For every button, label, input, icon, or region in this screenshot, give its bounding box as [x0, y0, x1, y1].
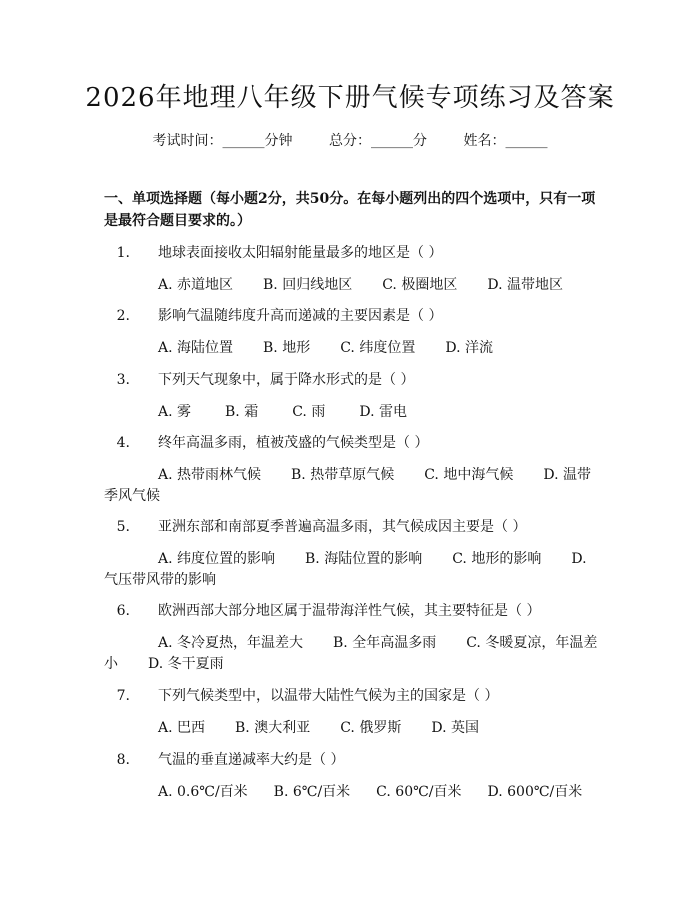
- question-number: 3.: [116, 372, 130, 388]
- question-number: 8.: [116, 752, 130, 768]
- option-text: 600℃/百米: [507, 784, 583, 800]
- question-5: [104, 517, 600, 591]
- option-letter: B.: [263, 340, 278, 356]
- question-number: 2.: [116, 308, 130, 324]
- option-text: 地中海气候: [443, 467, 514, 483]
- options: [104, 275, 600, 296]
- option-text: 洋流: [464, 340, 493, 356]
- question-1: [104, 243, 600, 296]
- option-a[interactable]: [158, 784, 248, 800]
- option-c[interactable]: [340, 340, 415, 356]
- option-text: 纬度位置的影响: [177, 551, 276, 567]
- option-b[interactable]: [263, 277, 352, 293]
- total-score-blank: ______: [371, 133, 413, 149]
- option-c[interactable]: [292, 404, 325, 420]
- option-b[interactable]: [274, 784, 351, 800]
- option-c[interactable]: [340, 720, 401, 736]
- total-score-field: [329, 133, 427, 149]
- option-letter: C.: [340, 340, 355, 356]
- option-c[interactable]: [452, 551, 541, 567]
- option-text: 极圈地区: [401, 277, 458, 293]
- exam-time-label: 考试时间：: [152, 133, 223, 149]
- option-letter: A.: [158, 277, 173, 293]
- exam-info-line: [0, 131, 700, 151]
- option-d[interactable]: [445, 340, 493, 356]
- option-letter: A.: [158, 404, 173, 420]
- option-letter: B.: [263, 277, 278, 293]
- option-text: 0.6℃/百米: [177, 784, 248, 800]
- option-c[interactable]: [424, 467, 513, 483]
- option-text: 霜: [244, 404, 259, 420]
- option-text: 雷电: [378, 404, 407, 420]
- option-letter: C.: [340, 720, 355, 736]
- option-text: 纬度位置: [359, 340, 416, 356]
- option-b[interactable]: [263, 340, 310, 356]
- question-8: [104, 750, 600, 803]
- option-a[interactable]: [158, 340, 233, 356]
- question-text: 欧洲西部大部分地区属于温带海洋性气候，其主要特征是（ ）: [158, 603, 541, 619]
- question-number: 5.: [116, 519, 130, 535]
- question-number: 1.: [116, 245, 130, 261]
- option-text: 地形: [282, 340, 311, 356]
- name-field: [463, 133, 547, 149]
- option-text: 热带雨林气候: [177, 467, 262, 483]
- option-letter: A.: [158, 784, 173, 800]
- question-text: 终年高温多雨，植被茂盛的气候类型是（ ）: [158, 435, 429, 451]
- option-d[interactable]: [431, 720, 479, 736]
- option-letter: C.: [466, 635, 481, 651]
- option-text: 冬冷夏热，年温差大: [177, 635, 304, 651]
- option-a[interactable]: [158, 467, 261, 483]
- option-text: 温带季风气候: [104, 467, 591, 504]
- name-blank: ______: [505, 133, 548, 149]
- option-text: 全年高温多雨: [352, 635, 437, 651]
- options: [104, 718, 600, 739]
- exam-time-blank: ______: [222, 133, 265, 149]
- name-label: 姓名：: [463, 133, 506, 149]
- option-letter: C.: [382, 277, 397, 293]
- question-text: 气温的垂直递减率大约是（ ）: [158, 752, 345, 768]
- option-letter: A.: [158, 551, 173, 567]
- option-letter: C.: [452, 551, 467, 567]
- question-text: 下列气候类型中，以温带大陆性气候为主的国家是（ ）: [158, 688, 499, 704]
- option-letter: D.: [571, 551, 587, 567]
- question-7: [104, 686, 600, 739]
- option-letter: A.: [158, 340, 173, 356]
- option-letter: D.: [148, 656, 164, 672]
- option-c[interactable]: [376, 784, 461, 800]
- question-stem: [104, 433, 600, 453]
- options: [104, 465, 600, 507]
- option-text: 澳大利亚: [254, 720, 311, 736]
- option-text: 冬干夏雨: [167, 656, 224, 672]
- option-letter: C.: [424, 467, 439, 483]
- option-text: 6℃/百米: [292, 784, 351, 800]
- options: [104, 549, 600, 591]
- total-score-unit: 分: [413, 133, 427, 149]
- question-2: [104, 306, 600, 359]
- total-score-label: 总分：: [329, 133, 371, 149]
- option-text: 温带地区: [506, 277, 563, 293]
- option-a[interactable]: [158, 635, 303, 651]
- exam-time-unit: 分钟: [264, 133, 293, 149]
- option-letter: D.: [543, 467, 559, 483]
- options: [104, 633, 600, 675]
- option-c[interactable]: [382, 277, 457, 293]
- option-text: 回归线地区: [282, 277, 353, 293]
- option-letter: B.: [225, 404, 240, 420]
- option-letter: A.: [158, 720, 173, 736]
- option-d[interactable]: [359, 404, 407, 420]
- options: [104, 402, 600, 423]
- option-letter: A.: [158, 467, 173, 483]
- option-letter: B.: [235, 720, 250, 736]
- option-letter: B.: [333, 635, 348, 651]
- option-text: 雾: [177, 404, 192, 420]
- question-stem: [104, 601, 600, 621]
- option-letter: B.: [273, 784, 289, 800]
- option-b[interactable]: [291, 467, 394, 483]
- option-letter: D.: [487, 784, 503, 800]
- page-title: 2026年地理八年级下册气候专项练习及答案: [85, 83, 615, 113]
- question-6: [104, 601, 600, 675]
- question-number: 6.: [116, 603, 130, 619]
- option-b[interactable]: [235, 720, 310, 736]
- option-b[interactable]: [333, 635, 436, 651]
- option-b[interactable]: [305, 551, 422, 567]
- question-stem: [104, 686, 600, 706]
- option-a[interactable]: [158, 551, 275, 567]
- option-letter: C.: [376, 784, 391, 800]
- question-number: 7.: [116, 688, 130, 704]
- option-letter: B.: [305, 551, 320, 567]
- question-stem: [104, 517, 600, 537]
- option-d[interactable]: [488, 784, 583, 800]
- question-4: [104, 433, 600, 507]
- option-a[interactable]: [158, 720, 205, 736]
- question-number: 4.: [116, 435, 130, 451]
- options: [104, 782, 600, 803]
- question-stem: [104, 750, 600, 770]
- option-letter: D.: [359, 404, 375, 420]
- option-d[interactable]: [487, 277, 563, 293]
- question-stem: [104, 243, 600, 263]
- question-stem: [104, 370, 600, 390]
- option-letter: A.: [158, 635, 173, 651]
- exam-time-field: [153, 133, 293, 149]
- option-text: 雨: [311, 404, 326, 420]
- option-letter: C.: [292, 404, 307, 420]
- option-text: 热带草原气候: [310, 467, 395, 483]
- option-b[interactable]: [225, 404, 258, 420]
- option-letter: D.: [487, 277, 503, 293]
- option-letter: B.: [291, 467, 306, 483]
- option-text: 海陆位置: [177, 340, 234, 356]
- option-text: 俄罗斯: [359, 720, 402, 736]
- option-letter: D.: [445, 340, 461, 356]
- option-text: 英国: [450, 720, 479, 736]
- option-a[interactable]: [158, 277, 233, 293]
- question-stem: [104, 306, 600, 326]
- option-a[interactable]: [158, 404, 191, 420]
- question-3: [104, 370, 600, 423]
- question-text: 亚洲东部和南部夏季普遍高温多雨，其气候成因主要是（ ）: [158, 519, 527, 535]
- option-text: 气压带风带的影响: [104, 572, 216, 588]
- option-text: 赤道地区: [177, 277, 234, 293]
- option-d[interactable]: [148, 656, 224, 672]
- option-letter: D.: [431, 720, 447, 736]
- section-heading-single-choice: 一、单项选择题（每小题2分，共50分。在每小题列出的四个选项中，只有一项是最符合题目要求的。）: [104, 191, 596, 229]
- option-text: 地形的影响: [471, 551, 542, 567]
- option-text: 海陆位置的影响: [324, 551, 423, 567]
- question-text: 地球表面接收太阳辐射能量最多的地区是（ ）: [158, 245, 443, 261]
- option-text: 60℃/百米: [395, 784, 462, 800]
- option-text: 冬暖夏凉，年温差小: [104, 635, 598, 672]
- option-text: 巴西: [177, 720, 206, 736]
- question-text: 影响气温随纬度升高而递减的主要因素是（ ）: [158, 308, 443, 324]
- options: [104, 338, 600, 359]
- question-text: 下列天气现象中，属于降水形式的是（ ）: [158, 372, 415, 388]
